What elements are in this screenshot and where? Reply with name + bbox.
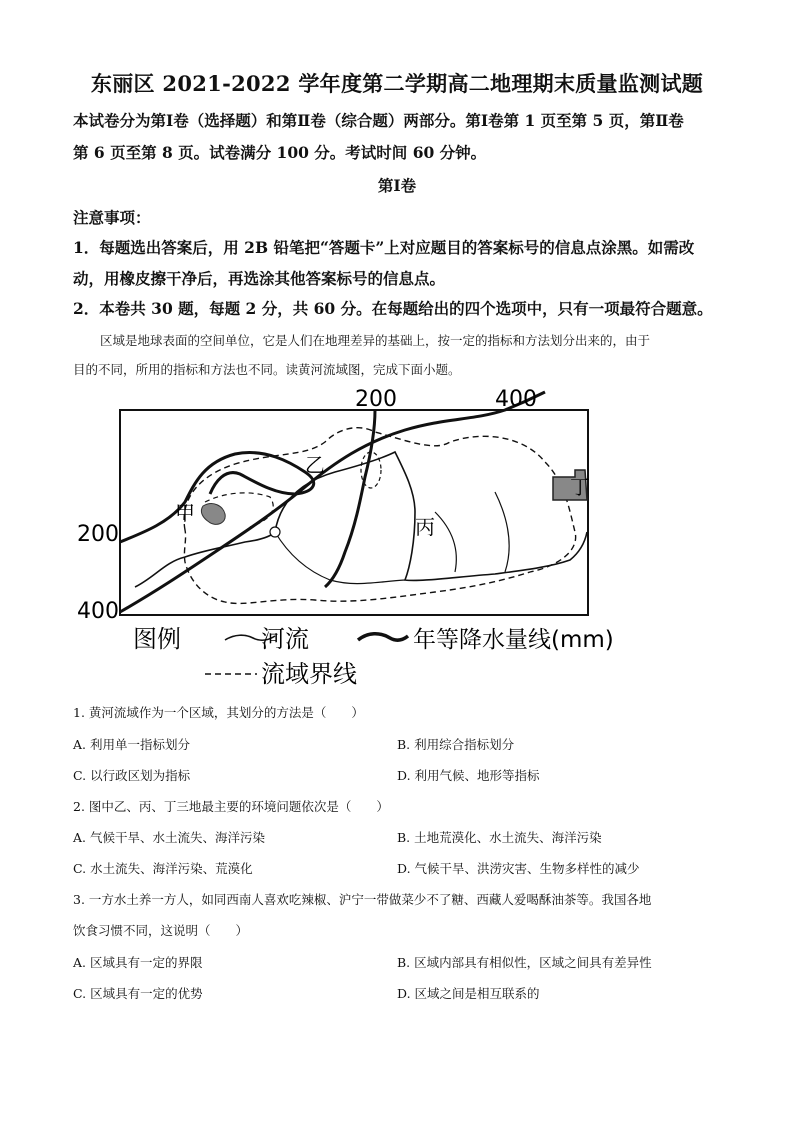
section-heading: 第Ⅰ卷 [377,176,417,195]
river-tributary-2 [435,512,456,572]
question-2-option-c: C. 水土流失、海洋污染、荒漠化 [73,861,253,876]
label-yi: 乙 [305,453,325,477]
river-tributary [275,532,405,584]
notice-item-1b: 动，用橡皮擦干净后，再选涂其他答案标号的信息点。 [73,269,446,288]
notice-item-1a: 1．每题选出答案后，用 2B 铅笔把“答题卡”上对应题目的答案标号的信息点涂黑。如需改 [73,238,695,257]
notice-item-2: 2．本卷共 30 题，每题 2 分，共 60 分。在每题给出的四个选项中，只有一项最符合题意。 [73,299,713,318]
river-tributary-3 [495,492,509,572]
intro-line-1: 本试卷分为第Ⅰ卷（选择题）和第Ⅱ卷（综合题）两部分。第Ⅰ卷第 1 页至第 5 页，第Ⅱ卷 [73,111,684,130]
region-jia-shape [201,504,225,525]
label-jia: 甲 [175,501,195,525]
label-200-top: 200 [355,387,397,412]
question-1-option-d: D. 利用气候、地形等指标 [397,768,540,783]
question-3-option-d: D. 区域之间是相互联系的 [397,986,540,1001]
question-3-stem-line-2: 饮食习惯不同，这说明（ ） [73,923,249,938]
legend-boundary-label: 流域界线 [261,660,357,688]
question-3-stem-line-1: 3. 一方水土养一方人，如同西南人喜欢吃辣椒、沪宁一带做菜少不了糖、西藏人爱喝酥油茶等。我国各地 [73,892,652,907]
exam-title: 东丽区 2021-2022 学年度第二学期高二地理期末质量监测试题 [90,71,704,96]
notice-title: 注意事项： [73,208,151,227]
question-3-option-c: C. 区域具有一定的优势 [73,986,203,1001]
question-2-option-d: D. 气候干旱、洪涝灾害、生物多样性的减少 [397,861,640,876]
question-1-stem: 1. 黄河流域作为一个区域，其划分的方法是（ ） [73,705,364,720]
label-ding: 丁 [570,475,590,499]
legend-river-label: 河流 [261,625,309,653]
passage-line-2: 目的不同，所用的指标和方法也不同。读黄河流域图，完成下面小题。 [73,362,461,377]
passage-line-1: 区域是地球表面的空间单位，它是人们在地理差异的基础上，按一定的指标和方法划分出来的，由于 [100,333,651,348]
question-2-option-b: B. 土地荒漠化、水土流失、海洋污染 [397,830,602,845]
region-yi-shape [361,452,381,488]
legend-isohyet-label: 年等降水量线(mm) [413,627,614,653]
question-1-option-a: A. 利用单一指标划分 [73,737,190,752]
isohyet-200 [120,410,375,587]
lake-junction [270,527,280,537]
intro-line-2: 第 6 页至第 8 页。试卷满分 100 分。考试时间 60 分钟。 [73,143,487,162]
label-200-left: 200 [77,522,119,547]
label-400-left: 400 [77,599,119,624]
question-1-option-c: C. 以行政区划为指标 [73,768,191,783]
question-2-stem: 2. 图中乙、丙、丁三地最主要的环境问题依次是（ ） [73,799,389,814]
label-400-top: 400 [495,387,537,412]
label-bing: 丙 [415,515,435,539]
question-2-option-a: A. 气候干旱、水土流失、海洋污染 [73,830,265,845]
question-3-option-a: A. 区域具有一定的界限 [73,955,203,970]
legend-title: 图例 [133,625,181,653]
question-3-option-b: B. 区域内部具有相似性，区域之间具有差异性 [397,955,652,970]
legend-isohyet-symbol [358,634,408,640]
question-1-option-b: B. 利用综合指标划分 [397,737,515,752]
yellow-river-basin-map [75,382,635,692]
